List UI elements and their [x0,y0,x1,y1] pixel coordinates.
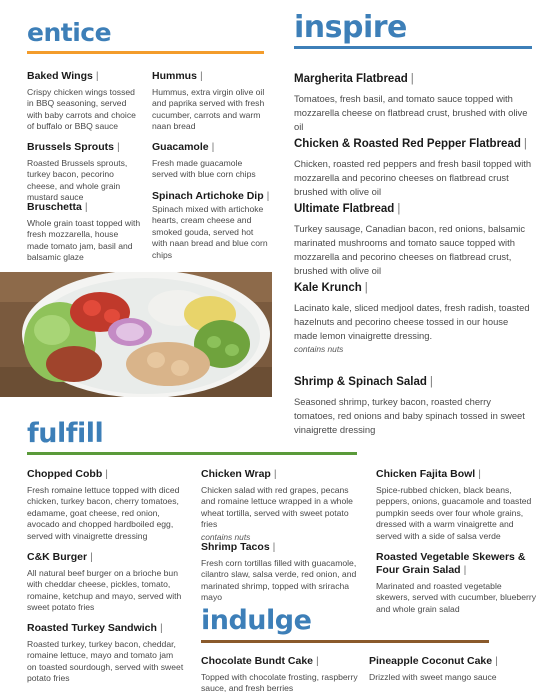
section-rule-fulfill [27,452,357,455]
item-desc: Hummus, extra virgin olive oil and paprika served with fresh cucumber, carrots and warm naan bread [152,87,265,132]
item-desc: Topped with chocolate frosting, raspberry sauce, and fresh berries [201,672,358,694]
item-name: Shrimp Tacos | [201,541,276,553]
item-desc: Chicken, roasted red peppers and fresh basil topped with mozzarella and pecorino cheeses on flatbread crust brushed with olive oil [294,158,532,197]
item-name: Shrimp & Spinach Salad | [294,376,433,388]
item-desc: Roasted Brussels sprouts, turkey bacon, pecorino cheese, and whole grain mustard sauce [27,158,128,203]
salad-photo [0,272,272,397]
item-name: Chicken & Roasted Red Pepper Flatbread | [294,138,527,150]
menu-item-brussels-sprouts [27,141,142,204]
item-name: Baked Wings | [27,70,99,82]
item-name: Margherita Flatbread | [294,73,414,85]
item-desc: Spice-rubbed chicken, black beans, peppers, onions, guacamole and toasted pumpkin seeds over four whole grains, dressed with a warm vinaigrette and served with a side of salsa verde [376,485,532,541]
menu-item-chocolate-bundt-cake [201,655,361,695]
item-name: C&K Burger | [27,551,93,563]
item-name: Chicken Wrap | [201,468,277,480]
salad-bowl-illustration [0,272,272,397]
menu-item-roasted-turkey-sandwich [27,622,185,685]
item-note: contains nuts [294,344,344,354]
item-desc: Fresh made guacamole served with blue corn chips [152,158,256,180]
menu-item-ck-burger [27,551,185,614]
item-name: Spinach Artichoke Dip | [152,190,270,202]
menu-item-spinach-artichoke-dip [152,190,270,261]
item-desc: Tomatoes, fresh basil, and tomato sauce topped with mozzarella cheese on flatbread crust, brushed with olive oil [294,93,528,132]
item-name: Roasted Turkey Sandwich | [27,622,163,634]
section-title-entice: entice [27,18,112,47]
section-rule-inspire [294,46,532,49]
menu-item-kale-krunch [294,281,534,354]
item-name: Kale Krunch | [294,282,368,294]
section-title-indulge: indulge [201,605,312,636]
menu-item-chopped-cobb [27,468,185,542]
item-desc: Crispy chicken wings tossed in BBQ seasoning, served with baby carrots and choice of buffalo or BBQ sauce [27,87,136,132]
section-title-fulfill: fulfill [27,418,104,449]
menu-item-shrimp-spinach-salad [294,375,534,437]
item-name: Pineapple Coconut Cake | [369,655,498,667]
item-desc: Lacinato kale, sliced medjool dates, fresh radish, toasted hazelnuts and pecorino cheese tossed in our house made lemon vinaigrette dressing. [294,302,530,341]
menu-item-baked-wings [27,70,142,133]
item-desc: Marinated and roasted vegetable skewers, served with cucumber, blueberry and whole grain salad [376,581,537,614]
item-name: Brussels Sprouts | [27,141,120,153]
item-name: Roasted Vegetable Skewers & Four Grain Salad | [376,551,526,576]
item-name: Bruschetta | [27,201,88,213]
item-desc: Spinach mixed with artichoke hearts, cream cheese and smoked gouda, served hot with naan bread and blue corn chips [152,204,268,260]
section-title-inspire: inspire [294,10,407,45]
section-rule-entice [27,51,264,54]
item-name: Guacamole | [152,141,215,153]
item-name: Hummus | [152,70,203,82]
item-desc: Fresh romaine lettuce topped with diced chicken, turkey bacon, cherry tomatoes, edamame, goat cheese, red onion, avocado and chopped hardboiled egg, served with vinaigrette dressing [27,485,180,541]
item-name: Ultimate Flatbread | [294,203,401,215]
menu-item-shrimp-tacos [201,541,361,604]
menu-item-pineapple-coconut-cake [369,655,534,683]
menu-item-chicken-wrap [201,468,361,542]
menu-item-margherita-flatbread [294,72,534,134]
section-rule-indulge [201,640,489,643]
item-desc: Turkey sausage, Canadian bacon, red onions, balsamic marinated mushrooms and tomato sauce topped with mozzarella and pecorino cheeses on flatbread crust, brushed with olive oil [294,223,526,276]
item-name: Chocolate Bundt Cake | [201,655,319,667]
item-desc: Drizzled with sweet mango sauce [369,672,497,682]
menu-item-chicken-roasted-red-pepper-flatbread [294,137,534,199]
item-desc: Fresh corn tortillas filled with guacamole, cilantro slaw, salsa verde, red onion, and marinated shrimp, topped with sriracha mayo [201,558,357,603]
menu-item-chicken-fajita-bowl [376,468,536,542]
menu-item-roasted-vegetable-skewers [376,551,536,615]
item-desc: Chicken salad with red grapes, pecans and romaine lettuce wrapped in a whole wheat tortilla, served with sweet potato fries [201,485,353,530]
menu-item-guacamole [152,141,267,181]
item-desc: Whole grain toast topped with fresh mozzarella, house made tomato jam, basil and balsamic glaze [27,218,141,263]
menu-item-bruschetta [27,201,142,264]
item-desc: Roasted turkey, turkey bacon, cheddar, romaine lettuce, mayo and tomato jam on toasted sourdough, served with sweet potato fries [27,639,184,684]
item-desc: Seasoned shrimp, turkey bacon, roasted cherry tomatoes, red onions and baby spinach tossed in sweet vinaigrette dressing [294,396,525,435]
item-name: Chopped Cobb | [27,468,108,480]
item-note: contains nuts [201,531,251,542]
item-desc: All natural beef burger on a brioche bun with cheddar cheese, pickles, tomato, romaine, ketchup and mayo, served with sweet potato fries [27,568,182,613]
item-name: Chicken Fajita Bowl | [376,468,481,480]
menu-item-ultimate-flatbread [294,202,534,278]
menu-item-hummus [152,70,267,133]
